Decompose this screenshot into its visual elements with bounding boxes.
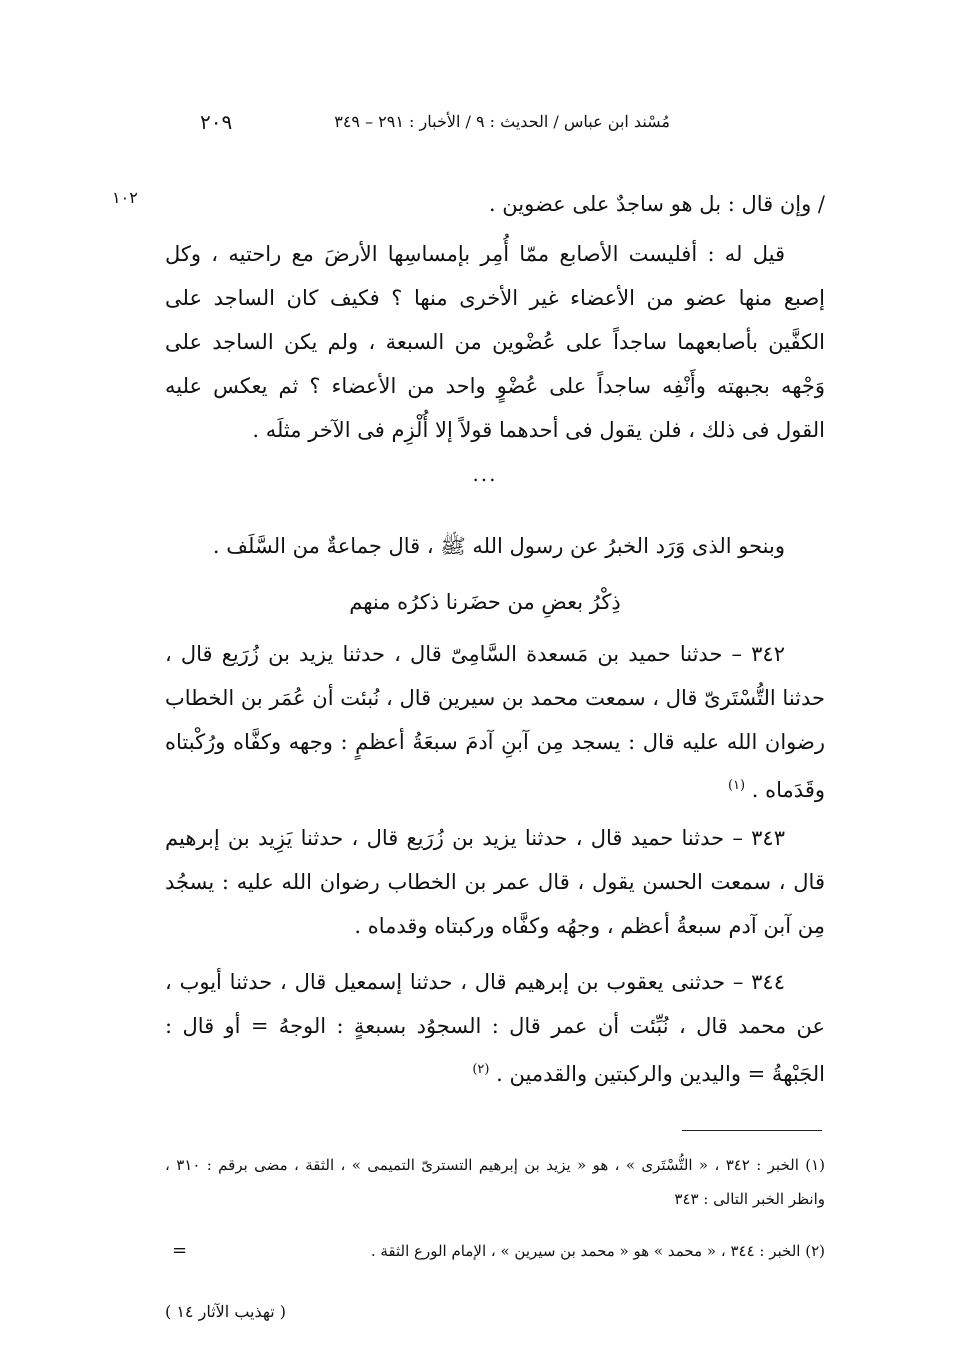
section-subheading: ذِكْرُ بعضِ من حضَرنا ذكرُه منهم bbox=[349, 590, 621, 614]
page-number: ٢٠٩ bbox=[200, 110, 233, 134]
hadith-344 bbox=[165, 960, 825, 1096]
volume-signature: ( تهذيب الآثار ١٤ ) bbox=[165, 1302, 287, 1321]
footnote-2: (٢) الخبر : ٣٤٤ ، « محمد » هو « محمد بن سيرين » ، الإمام الورع الثقة . bbox=[370, 1242, 825, 1260]
hadith-342 bbox=[165, 632, 825, 812]
footnote-mark-2: (٢) bbox=[472, 1062, 490, 1077]
paragraph-continuation: / وإن قال : بل هو ساجدٌ على عضوين . bbox=[488, 192, 825, 216]
footnote-mark-1: (١) bbox=[727, 778, 746, 793]
hadith-342-text: ٣٤٢ – حدثنا حميد بن مَسعدة السَّامِىّ قال ، حدثنا يزيد بن زُرَيع قال ، حدثنا التُّسْتَرىّ قال ، سمعت محمد بن سيرين قال ، نُبئت أن عُمَر بن الخطاب رضوان الله عليه قال : يسجد مِن آبنِ آدمَ سبعَةُ أعظمٍ : وجهه وكفَّاه ورُكْبتاه وقَدَماه . bbox=[165, 642, 825, 802]
section-separator: ... bbox=[472, 462, 498, 486]
margin-reference-number: ١٠٢ bbox=[112, 188, 138, 207]
running-header-title: مُسْند ابن عباس / الحديث : ٩ / الأخبار : ٢٩١ – ٣٤٩ bbox=[334, 112, 670, 131]
footnote-continuation-mark: = bbox=[172, 1240, 188, 1261]
footnote-1: (١) الخبر : ٣٤٢ ، « التُّسْتَرى » ، هو « يزيد بن إبرهيم التسترىّ التميمى » ، الثقة ، مضى برقم : ٣١٠ ، وانظر الخبر التالى : ٣٤٣ bbox=[165, 1156, 826, 1208]
hadith-344-text: ٣٤٤ – حدثنى يعقوب بن إبرهيم قال ، حدثنا إسمعيل قال ، حدثنا أيوب ، عن محمد قال ، نُبِّئت أن عمر قال : السجوُد بسبعةٍ : الوجهُ = أو قال : الجَبْهةُ = واليدين والركبتين والقدمين . bbox=[165, 970, 825, 1086]
paragraph-transition: وبنحو الذى وَرَد الخبرُ عن رسول الله ﷺ ، قال جماعةٌ من السَّلَف . bbox=[212, 534, 785, 558]
paragraph-argument: قيل له : أفليست الأصابع ممّا أُمِر بإمساسِها الأرضَ مع راحتيه ، وكل إصبع منها عضو من الأعضاء غير الأخرى منها ؟ فكيف كان الساجد على الكفَّين بأصابعهما ساجداً على عُضْوين من السبعة ، ولم يكن الساجد على وَجْهه بجبهته وأَنْفِه ساجداً على عُضْوٍ واحد من الأعضاء ؟ ثم يعكس عليه القول فى ذلك ، فلن يقول فى أحدهما قولاً إلا أُلْزِم فى الآخر مثلَه . bbox=[165, 242, 825, 442]
footnote-divider bbox=[682, 1130, 822, 1131]
hadith-343 bbox=[165, 816, 825, 948]
hadith-343-text: ٣٤٣ – حدثنا حميد قال ، حدثنا يزيد بن زُرَيع قال ، حدثنا يَزِيد بن إبرهيم قال ، سمعت الحسن يقول ، قال عمر بن الخطاب رضوان الله عليه : يسجُد مِن آبن آدم سبعةُ أعظم ، وجهُه وكفَّاه وركبتاه وقدماه . bbox=[165, 826, 825, 938]
